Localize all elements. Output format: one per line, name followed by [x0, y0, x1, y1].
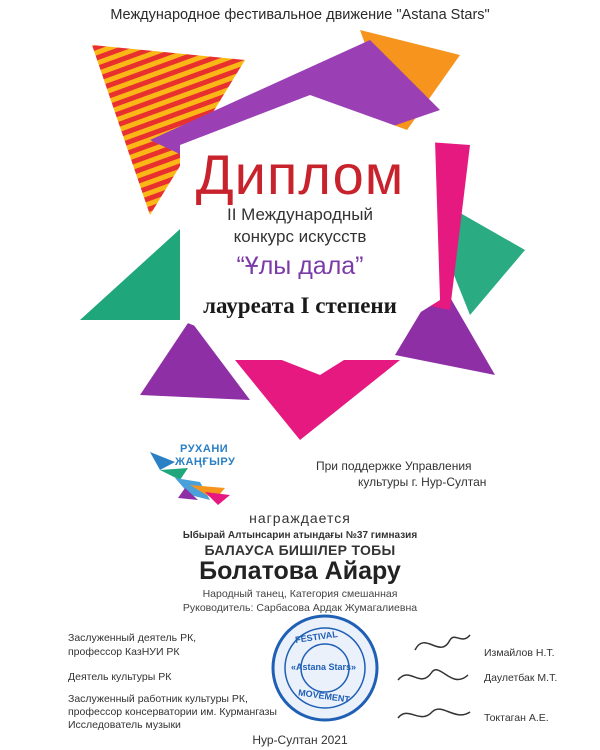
stamp-center-text: «Astana Stars»: [291, 662, 357, 672]
subtitle-line-1: II Международный: [227, 205, 373, 224]
category-line: Народный танец, Категория смешанная: [202, 588, 398, 600]
stamp-ring-text: FESTIVAL: [294, 629, 339, 645]
signature-2: [398, 670, 468, 680]
awarded-label: награждается: [249, 510, 351, 526]
jury-left-line-2: профессор КазНУИ РК: [68, 646, 180, 658]
signature-3: [398, 709, 470, 718]
jury-left-line-5: профессор консерватории им. Курмангазы: [68, 706, 277, 718]
festival-header: Международное фестивальное движение "Astana Stars": [110, 7, 490, 23]
school-name: Ыбырай Алтынсарин атындағы №37 гимназия: [182, 530, 418, 541]
footer-city-year: Нур-Султан 2021: [252, 733, 348, 747]
signature-1: [415, 635, 470, 650]
jury-left-line-3: Деятель культуры РК: [68, 671, 172, 683]
jury-left-line-1: Заслуженный деятель РК,: [68, 632, 197, 644]
jury-right-line-1: Измайлов Н.Т.: [484, 647, 555, 659]
stamp-bottom-text: MOVEMENT: [297, 687, 351, 705]
diploma-title: Диплом: [195, 143, 405, 206]
laureate-degree: лауреата I степени: [203, 293, 397, 318]
subtitle-line-2: конкурс искусств: [233, 227, 367, 246]
contest-name: “Ұлы дала”: [236, 252, 364, 280]
support-line-2: культуры г. Нур-Султан: [358, 475, 487, 489]
jury-left-line-4: Заслуженный работник культуры РК,: [68, 693, 248, 705]
leader-line: Руководитель: Сарбасова Ардак Жумагалиевна: [182, 602, 418, 614]
logo-text-line-2: ЖАҢҒЫРУ: [175, 456, 236, 468]
logo-text-line-1: РУХАНИ: [180, 443, 229, 455]
recipient-name: Болатова Айару: [199, 557, 401, 585]
group-name: БАЛАУСА БИШІЛЕР ТОБЫ: [204, 542, 396, 558]
support-line-1: При поддержке Управления: [316, 459, 472, 473]
jury-left-line-6: Исследователь музыки: [68, 719, 181, 731]
jury-right-line-3: Токтаган А.Е.: [484, 712, 549, 724]
jury-right-line-2: Даулетбак М.Т.: [484, 672, 558, 684]
